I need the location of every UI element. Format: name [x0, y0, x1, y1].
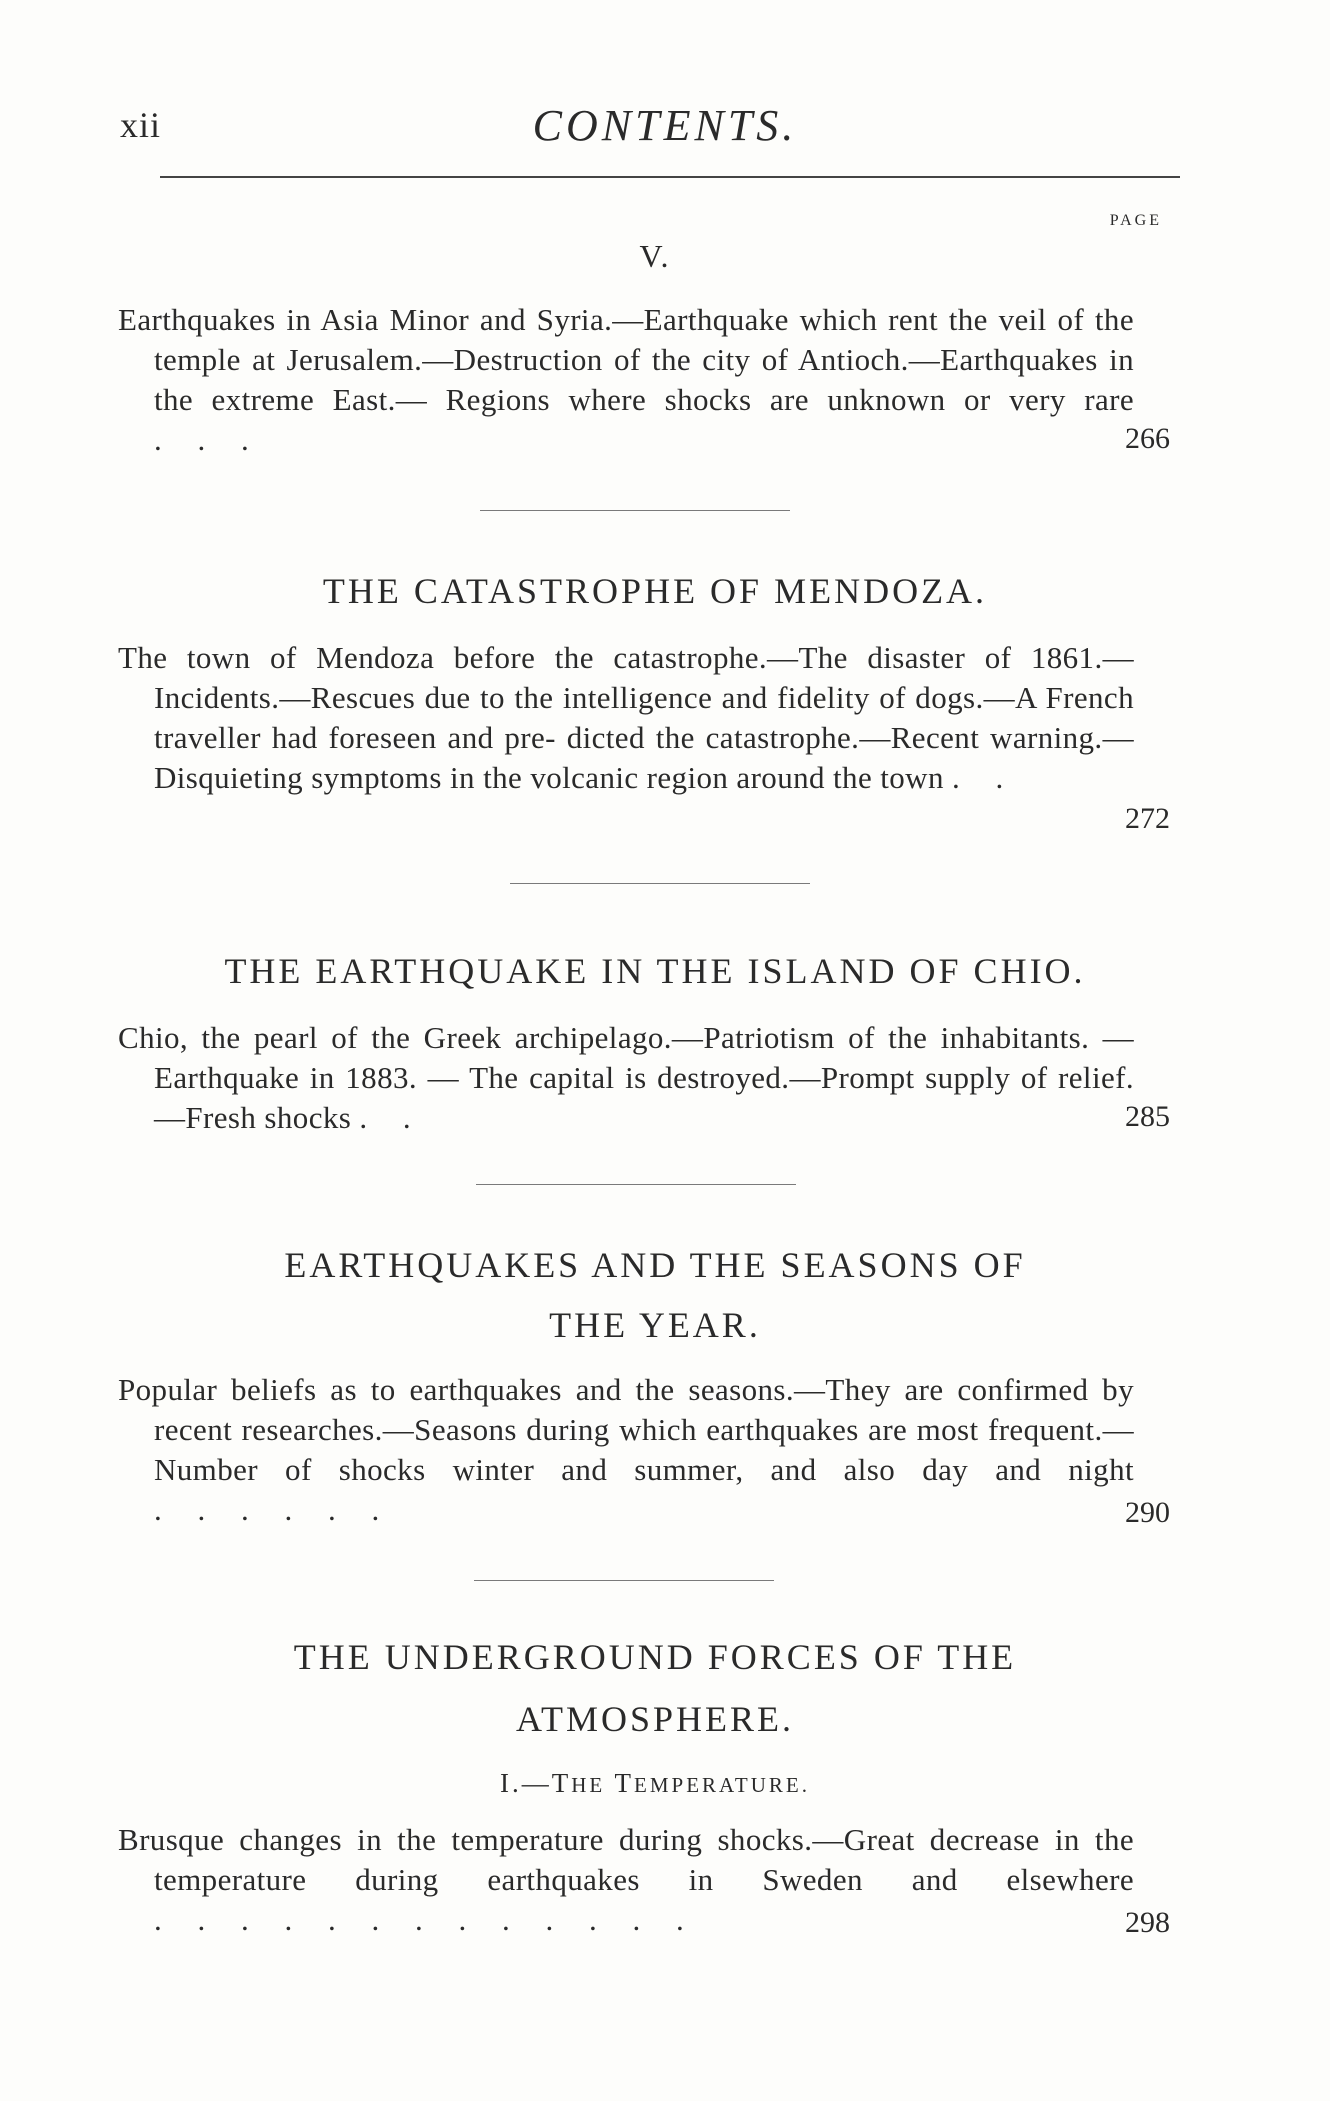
section-heading: V. — [639, 238, 671, 274]
dot-leaders: . . — [359, 1100, 425, 1135]
subsection-heading: I.—THE TEMPERATURE. — [500, 1768, 810, 1798]
contents-entry — [118, 300, 1134, 460]
section-heading: THE EARTHQUAKE IN THE ISLAND OF CHIO. — [224, 951, 1086, 991]
section-divider — [474, 1580, 774, 1581]
entry-text: Chio, the pearl of the Greek archipelago.—Patriotism of the inhabitants. — Earthquake in 1883. — The capital is destroyed.—Prompt supply of relief.—Fresh shocks — [118, 1020, 1134, 1135]
folio: xii — [120, 105, 162, 145]
section-divider — [510, 883, 810, 884]
page-number: 290 — [1125, 1496, 1170, 1529]
contents-entry — [118, 638, 1134, 798]
contents-entry — [118, 1820, 1134, 1940]
dot-leaders: . . . . . . . . . . . . . — [154, 1902, 698, 1937]
header-rule — [160, 176, 1180, 178]
running-head: CONTENTS. — [532, 101, 798, 150]
section-heading-line-1: EARTHQUAKES AND THE SEASONS OF — [284, 1245, 1026, 1285]
entry-text: Earthquakes in Asia Minor and Syria.—Earthquake which rent the veil of the temple at Jerusalem.—Destruction of the city of Antioch.—Earthquakes in the extreme East.— Regions where shocks are unknown or very rare — [118, 302, 1134, 417]
section-divider — [476, 1184, 796, 1185]
entry-text: The town of Mendoza before the catastrophe.—The disaster of 1861.—Incidents.—Rescues due to the intelligence and fidelity of dogs.—A French traveller had foreseen and pre- dicted the catastrophe.—Recent warning.—Disquieting symptoms in the volcanic region around the town — [118, 640, 1134, 795]
dot-leaders: . . — [952, 760, 1018, 795]
page-number: 266 — [1125, 422, 1170, 455]
section-heading-line-1: THE UNDERGROUND FORCES OF THE — [293, 1637, 1017, 1677]
section-heading: THE CATASTROPHE OF MENDOZA. — [322, 571, 988, 611]
section-heading-line-2: THE YEAR. — [549, 1305, 761, 1345]
dot-leaders: . . . — [154, 422, 263, 457]
contents-entry — [118, 1370, 1134, 1530]
entry-text: Brusque changes in the temperature during shocks.—Great decrease in the temperature during earthquakes in Sweden and elsewhere — [118, 1822, 1134, 1897]
contents-entry — [118, 1018, 1134, 1138]
page-number: 272 — [1125, 802, 1170, 835]
dot-leaders: . . . . . . — [154, 1492, 394, 1527]
entry-text: Popular beliefs as to earthquakes and the seasons.—They are confirmed by recent researches.—Seasons during which earthquakes are most frequent.—Number of shocks winter and summer, and also day and night — [118, 1372, 1134, 1487]
page-column-label: PAGE — [1109, 212, 1162, 229]
page-number: 285 — [1125, 1100, 1170, 1133]
section-divider — [480, 510, 790, 511]
section-heading-line-2: ATMOSPHERE. — [515, 1699, 795, 1739]
page-number: 298 — [1125, 1906, 1170, 1939]
